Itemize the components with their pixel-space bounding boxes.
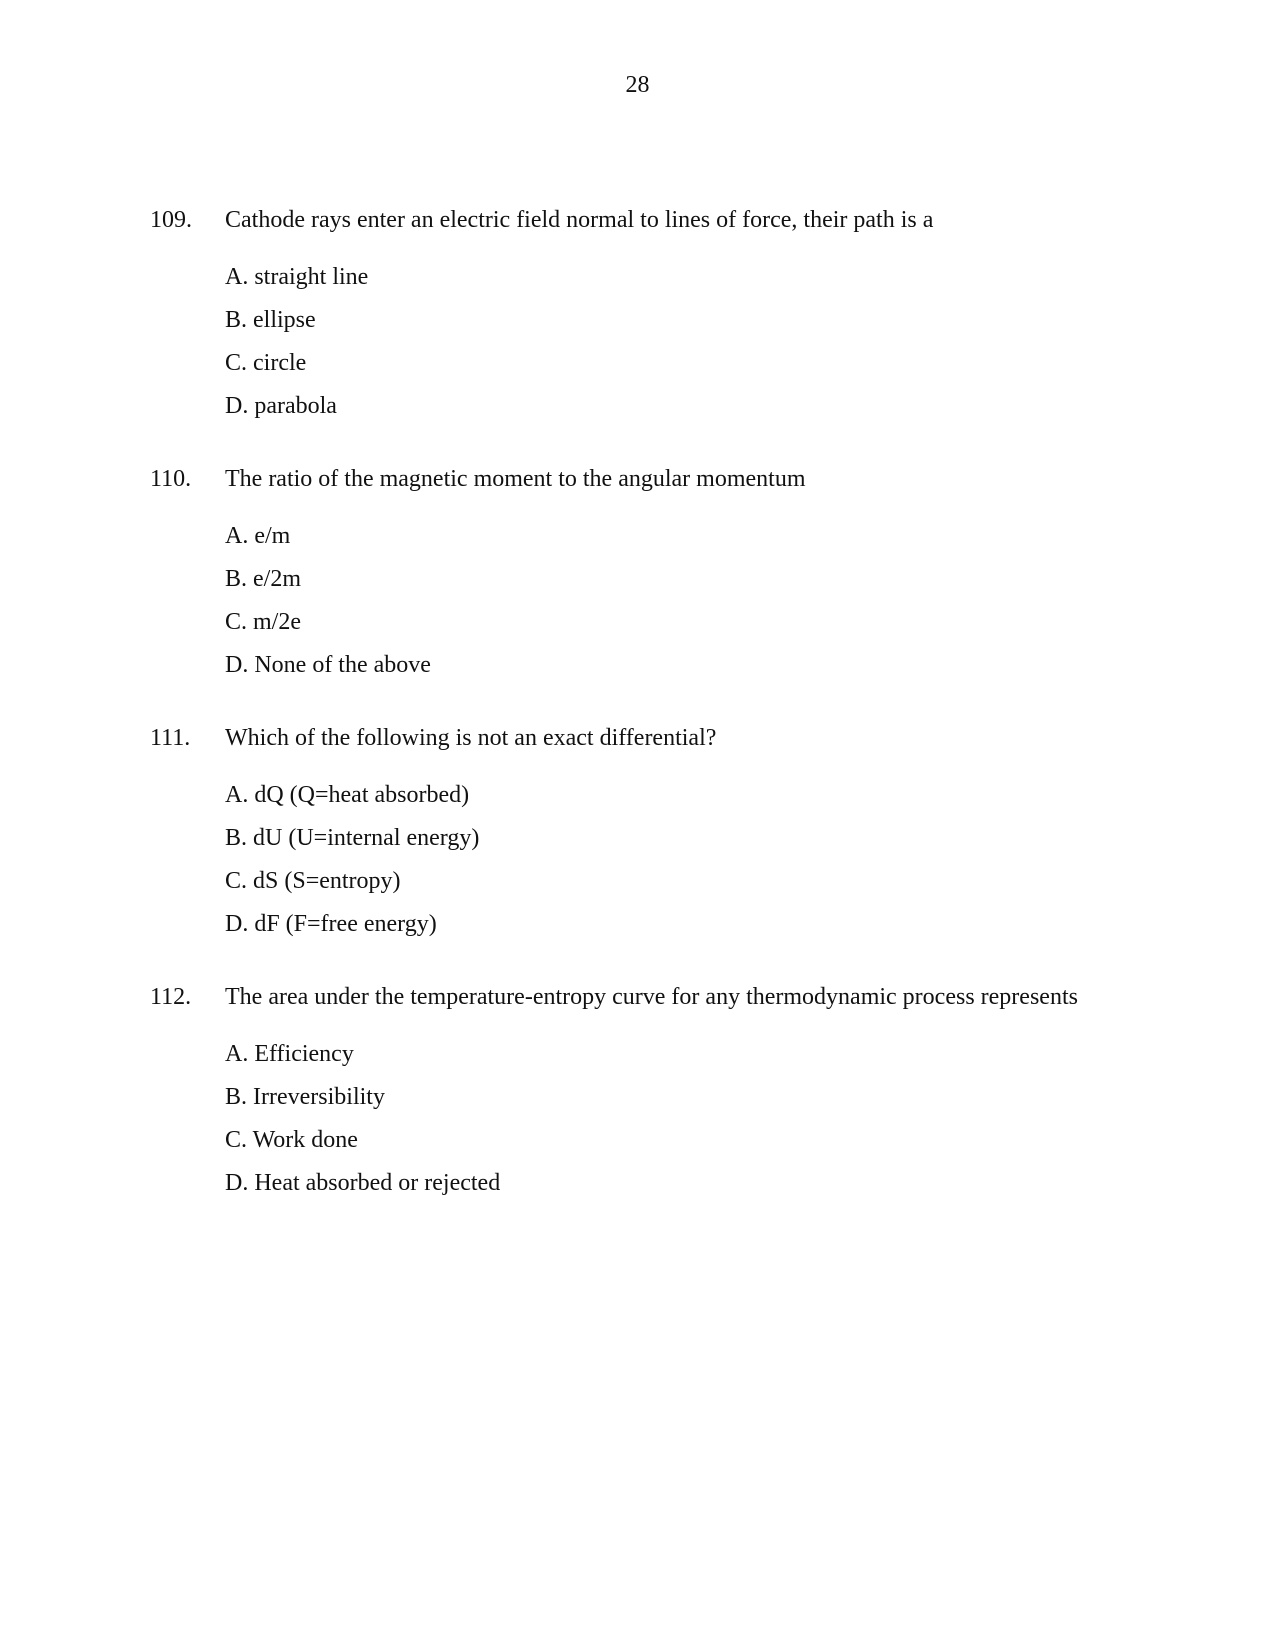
- option-b: B. Irreversibility: [225, 1084, 385, 1110]
- option-a: A. dQ (Q=heat absorbed): [225, 782, 470, 808]
- question-text: Which of the following is not an exact differential?: [225, 725, 717, 751]
- option-c: C. circle: [225, 350, 307, 376]
- option-a: A. Efficiency: [225, 1041, 354, 1067]
- question-number: 111.: [150, 725, 191, 751]
- question-text: The ratio of the magnetic moment to the angular momentum: [225, 466, 806, 492]
- question-list: [0, 205, 1275, 1241]
- option-a: A. e/m: [225, 523, 291, 549]
- option-d: D. Heat absorbed or rejected: [225, 1170, 501, 1196]
- question-109: [0, 205, 1275, 464]
- option-d: D. parabola: [225, 393, 337, 419]
- option-a: A. straight line: [225, 264, 369, 290]
- page-number: 28: [625, 72, 650, 98]
- option-d: D. None of the above: [225, 652, 431, 678]
- question-text: The area under the temperature-entropy curve for any thermodynamic process represents: [225, 984, 1078, 1010]
- question-112: [0, 982, 1275, 1241]
- question-text: Cathode rays enter an electric field normal to lines of force, their path is a: [225, 207, 934, 233]
- option-b: B. ellipse: [225, 307, 316, 333]
- option-d: D. dF (F=free energy): [225, 911, 437, 937]
- question-number: 110.: [150, 466, 192, 492]
- option-list: [225, 262, 368, 434]
- option-list: [225, 1039, 500, 1211]
- option-list: [225, 780, 479, 952]
- question-number: 112.: [150, 984, 192, 1010]
- option-c: C. Work done: [225, 1127, 358, 1153]
- option-b: B. dU (U=internal energy): [225, 825, 480, 851]
- question-number: 109.: [150, 207, 192, 233]
- option-list: [225, 521, 431, 693]
- option-b: B. e/2m: [225, 566, 301, 592]
- option-c: C. m/2e: [225, 609, 301, 635]
- question-111: [0, 723, 1275, 982]
- question-110: [0, 464, 1275, 723]
- option-c: C. dS (S=entropy): [225, 868, 401, 894]
